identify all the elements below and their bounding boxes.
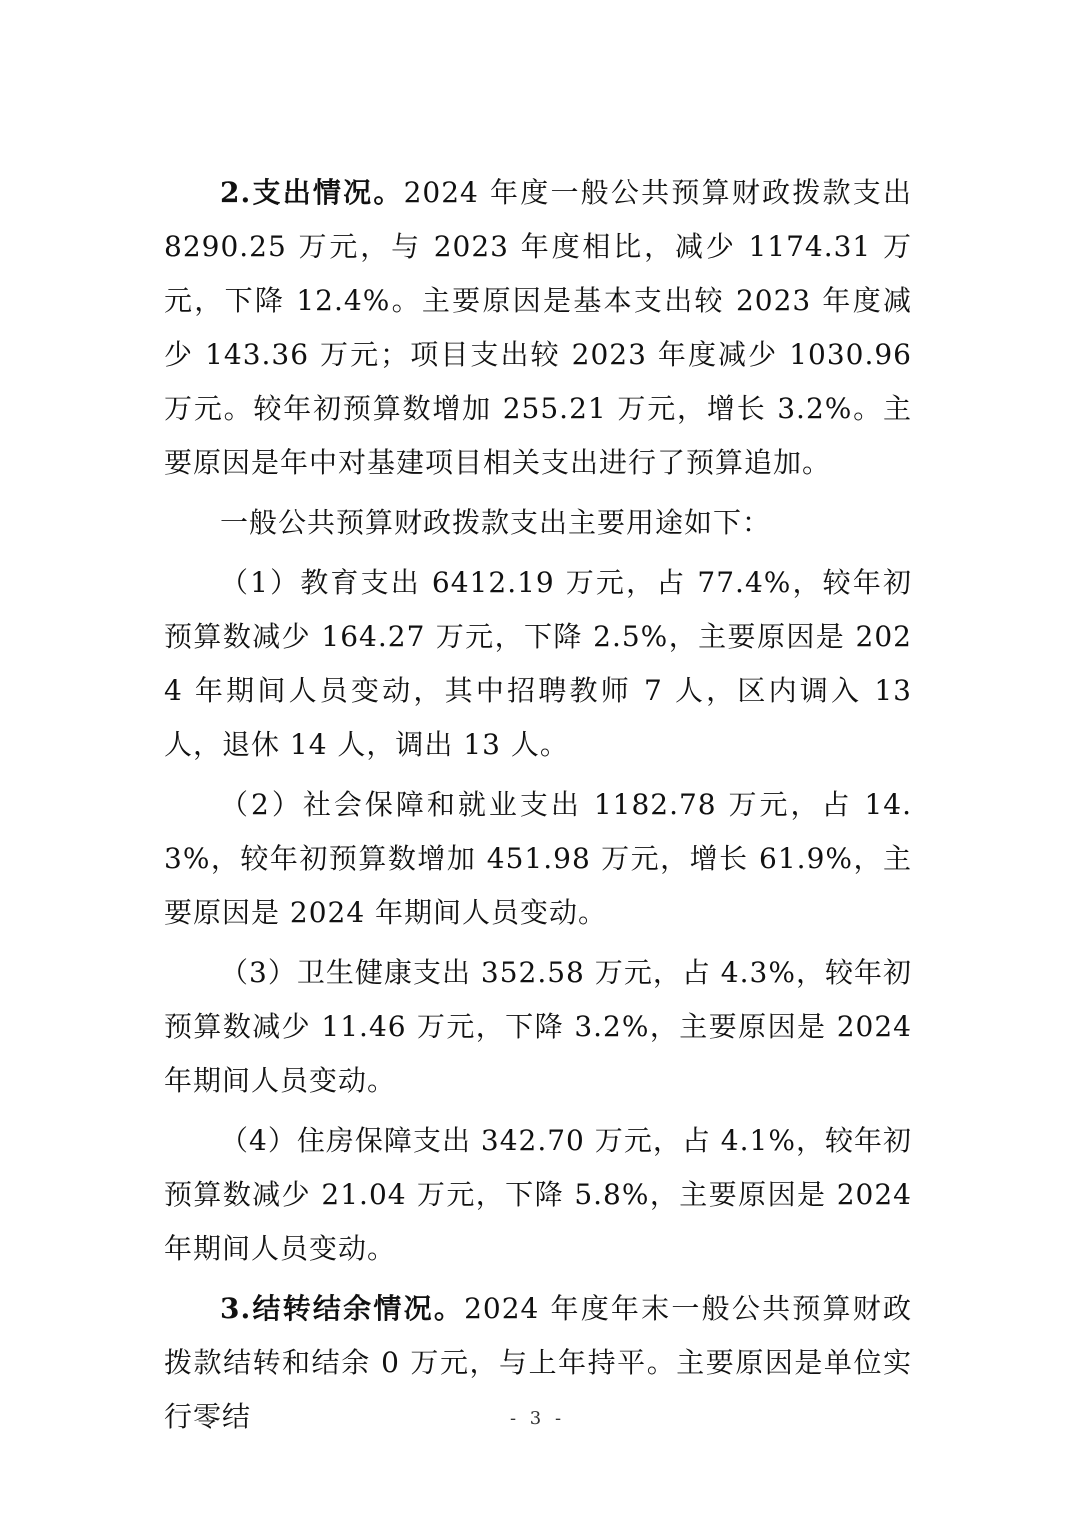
section-heading-expenditure: 2.支出情况。 xyxy=(220,176,404,209)
paragraph-health xyxy=(164,946,912,1108)
paragraph-text: （4）住房保障支出 342.70 万元，占 4.1%，较年初预算数减少 21.04 万元，下降 5.8%，主要原因是 2024 年期间人员变动。 xyxy=(164,1124,912,1265)
page-number: - 3 - xyxy=(509,1408,566,1429)
paragraph-text: 2024 年度年末一般公共预算财政拨款结转和结余 0 万元，与上年持平。主要原因是单位实行零结 xyxy=(164,1292,912,1433)
paragraph-education xyxy=(164,556,912,772)
paragraph-usage-intro xyxy=(164,496,912,550)
body-text xyxy=(164,166,912,1450)
paragraph-expenditure xyxy=(164,166,912,490)
paragraph-text: （2）社会保障和就业支出 1182.78 万元，占 14.3%，较年初预算数增加 451.98 万元，增长 61.9%，主要原因是 2024 年期间人员变动。 xyxy=(164,788,912,929)
paragraph-text: （1）教育支出 6412.19 万元，占 77.4%，较年初预算数减少 164.27 万元，下降 2.5%，主要原因是 2024 年期间人员变动，其中招聘教师 7 人，区内调入 13 人，退休 14 人，调出 13 人。 xyxy=(164,566,912,761)
section-heading-carryover: 3.结转结余情况。 xyxy=(220,1292,465,1325)
paragraph-text: （3）卫生健康支出 352.58 万元，占 4.3%，较年初预算数减少 11.46 万元，下降 3.2%，主要原因是 2024 年期间人员变动。 xyxy=(164,956,912,1097)
paragraph-text: 一般公共预算财政拨款支出主要用途如下： xyxy=(220,506,772,539)
paragraph-social-security xyxy=(164,778,912,940)
paragraph-text: 2024 年度一般公共预算财政拨款支出 8290.25 万元，与 2023 年度相比，减少 1174.31 万元，下降 12.4%。主要原因是基本支出较 2023 年度减少 143.36 万元；项目支出较 2023 年度减少 1030.96 万元。较年初预算数增加 255.21 万元，增长 3.2%。主要原因是年中对基建项目相关支出进行了预算追加。 xyxy=(164,176,912,479)
paragraph-housing xyxy=(164,1114,912,1276)
